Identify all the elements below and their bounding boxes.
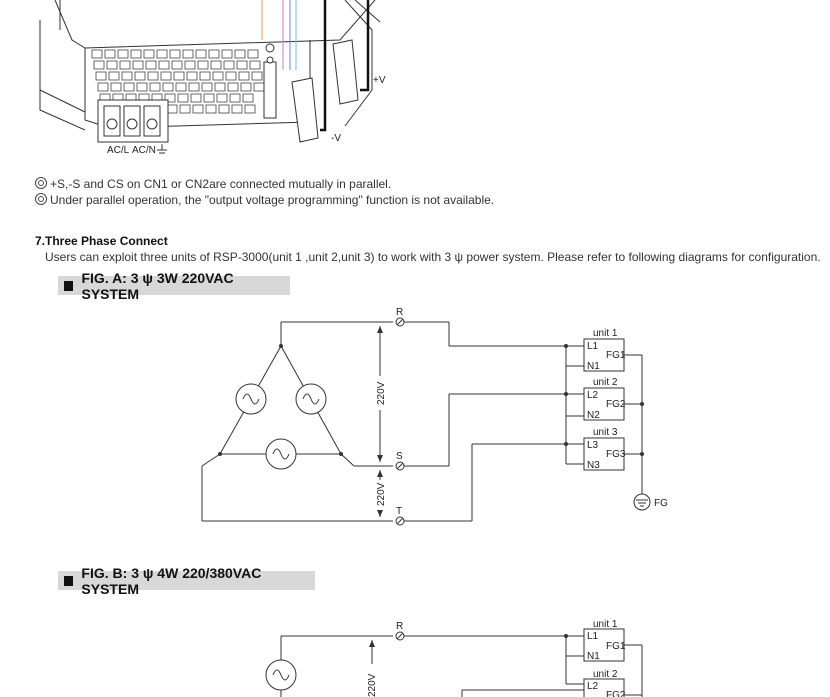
double-circle-icon xyxy=(35,177,47,189)
unit1-fg1: FG1 xyxy=(606,350,626,361)
minus-v-label: -V xyxy=(331,133,341,144)
square-bullet-icon xyxy=(64,281,73,291)
unit2-label: unit 2 xyxy=(593,377,618,388)
power-supply-drawing xyxy=(0,0,830,170)
double-circle-icon xyxy=(35,193,47,205)
unit1-l1: L1 xyxy=(587,341,599,352)
note-parallel-programming: Under parallel operation, the "output voltage programming" function is not available. xyxy=(35,192,494,207)
fig-b-unit1-l1: L1 xyxy=(587,631,599,642)
fig-a-title: FIG. A: 3 ψ 3W 220VAC SYSTEM xyxy=(81,269,234,302)
fig-b-title: FIG. B: 3 ψ 4W 220/380VAC SYSTEM xyxy=(81,564,262,597)
plus-v-label: +V xyxy=(373,75,386,86)
fig-b-voltage-label: 220V xyxy=(367,673,378,697)
fig-b-unit1-label: unit 1 xyxy=(593,619,618,630)
unit2-l2: L2 xyxy=(587,390,599,401)
unit3-l3: L3 xyxy=(587,440,599,451)
unit2-n2: N2 xyxy=(587,410,600,421)
fig-b-unit1-fg1: FG1 xyxy=(606,641,626,652)
note-parallel-sense: +S,-S and CS on CN1 or CN2are connected mutually in parallel. xyxy=(35,176,391,191)
square-bullet-icon xyxy=(64,576,73,586)
fig-b-unit2-fg2: FG2 xyxy=(606,690,626,697)
unit3-fg3: FG3 xyxy=(606,449,626,460)
terminal-t-label: T xyxy=(396,506,403,517)
fig-b-unit2-label: unit 2 xyxy=(593,669,618,680)
fig-a-diagram xyxy=(0,300,830,530)
unit3-n3: N3 xyxy=(587,460,600,471)
unit3-label: unit 3 xyxy=(593,427,618,438)
fig-a-header xyxy=(58,269,290,302)
terminal-r-label: R xyxy=(396,307,404,318)
voltage-label-2: 220V xyxy=(376,482,387,506)
fig-b-unit1-n1: N1 xyxy=(587,651,600,662)
voltage-label-1: 220V xyxy=(376,381,387,405)
section-description: Users can exploit three units of RSP-3000(unit 1 ,unit 2,unit 3) to work with 3 ψ power system. Please refer to following diagrams for configuration. xyxy=(45,250,821,264)
acl-label: AC/L xyxy=(107,145,130,156)
section-title: 7.Three Phase Connect xyxy=(35,234,168,248)
unit2-fg2: FG2 xyxy=(606,399,626,410)
fig-b-terminal-r-label: R xyxy=(396,621,404,632)
fig-b-diagram xyxy=(0,610,830,697)
acn-label: AC/N xyxy=(132,145,156,156)
fig-b-header xyxy=(58,564,315,597)
fig-b-unit2-l2: L2 xyxy=(587,681,599,692)
terminal-s-label: S xyxy=(396,451,403,462)
unit1-label: unit 1 xyxy=(593,328,618,339)
unit1-n1: N1 xyxy=(587,361,600,372)
fg-label: FG xyxy=(654,498,668,509)
